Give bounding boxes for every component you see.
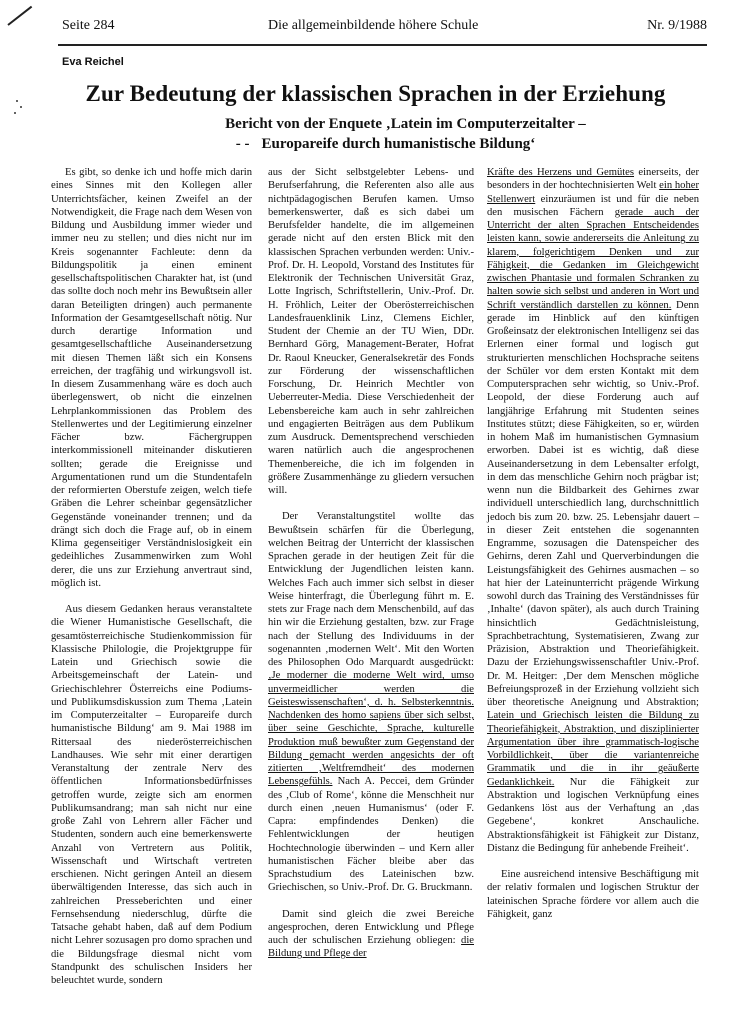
paragraph: aus der Sicht selbstgelebter Lebens- und Berufserfahrung, die Referenten also alle aus nichtpädagogischen Berufen kamen. Umso bemerkenswerter, daß es sich dabei um Berufsfelder handelte, die im allgemeinen gerade nicht auf den ersten Blick mit den klassischen Sprachen verbunden werden: Univ.-Prof. Dr. H. Leopold, Vorstand des Institutes für Elektronik der Technischen Universität Graz, Lotte Ingrisch, Schriftstellerin, Univ.-Prof. Dr. H. Fröhlich, Leiter der Oberösterreichischen Landesfrauenklinik Linz, Clemens Eichler, Student der Chemie an der TU Wien, DDr. Bernhard Görg, Management-Berater, Hofrat Dr. Raoul Kneucker, Generalsekretär des Fonds zur Förderung der wissenschaftlichen Forschung, Dr. Heinrich Mechtler von Ueberreuter-Media. Diese Verschiedenheit der Lebensbereiche kam auch in sehr zahlreichen und engagierten Beiträgen aus dem Publikum zum Ausdruck. Dementsprechend verschieden waren natürlich auch die angesprochenen Themenbereiche, die ich im folgenden in größere Zusammenhänge zu gliedern versuchen will.	[268, 167, 474, 496]
paragraph: Eine ausreichend intensive Beschäftigung mit der relativ formalen und logischen Struktur der lateinischen Sprache fördere vor allem auch die Fähigkeit, ganz	[487, 869, 699, 920]
text-run: einzuräumen ist und für die neben den musischen Fächern	[487, 193, 699, 218]
page-number: Seite 284	[62, 18, 115, 33]
underlined-quote: Latein und Griechisch leisten die Bildung zu Theoriefähigkeit, Abstraktion, und disziplinierter Argumentation über ihre grammatisch-logische Vorbildlichkeit, über die variantenreiche Grammatik und die in ihr geäußerte Gedanklichkeit.	[487, 710, 699, 788]
paragraph: Es gibt, so denke ich und hoffe mich darin eines Sinnes mit den Kollegen aller Unterrichtsfächer, keinen Zweifel an der Notwendigkeit, die Frage nach dem Wesen von Bildung und Ausbildung immer wieder und immer neu zu stellen; und dies nicht nur im Kreis sogenannter Fachleute: denn da Bildungspolitik ja einen eminent gesellschaftspolitischen Charakter hat, ist (und das sollte doch noch mehr ins Bewußtsein aller daran Beteiligten dringen) auch permanente Information der Gesamtgesellschaft nötig. Nur durch derartige Information und gesamtgesellschaftliche Auseinandersetzung mit diesen Themen läßt sich ein Konsens erreichen, der tragfähig und wirkungsvoll ist. In diesem Zusammenhang wäre es doch auch überlegenswert, ob nicht die einzelnen Lehrplankommissionen das Problem des Stellenwertes und der Legitimierung einzelner Fächer bzw. Fächergruppen interkommissionell miteinander diskutieren sollten; gerade die Ereignisse und Argumentationen rund um die Stundentafeln der reformierten Oberstufe zeigen, welch tiefe Gräben die Lehrer scheinbar gegensätzlicher Gegenstände voneinander trennen; und da drängt sich doch die Frage auf, ob in einem Klima gegenseitiger Verständnislosigkeit ein gedeihliches Zusammenwirken zum Wohl derer, die uns zur Erziehung anvertraut sind, möglich ist.	[51, 167, 252, 589]
paragraph	[268, 908, 474, 961]
underlined-text: ein hoher Stellenwert	[487, 180, 699, 205]
text-run: Nur die Fähigkeit zur Abstraktion und logischen Verknüpfung eines Gedankens löst aus der Verhaftung an ‚das Gegebene‘, konkret Anschauliche. Abstraktionsfähigkeit ist Fähigkeit zur Distanz, Distanz die Bedingung für anhebende Freiheit‘.	[487, 776, 699, 854]
column-3	[487, 166, 699, 921]
subtitle-dashes: - -	[235, 136, 250, 152]
subtitle-text: Europareife durch humanistische Bildung‘	[261, 136, 536, 152]
paragraph	[268, 510, 474, 894]
text-run: Der Veranstaltungstitel wollte das Bewußtsein schärfen für die Überlegung, welchen Beitrag der Unterricht der klassischen Sprachen gerade in der heutigen Zeit für die Entwicklung der Jugendlichen leisten kann. Welches Fach auch immer sich selbst in dieser Weise hinterfragt, die Überlegung führt m. E. stets zur Frage nach dem Menschenbild, auf das hin wir die Erziehung gestalten, bzw. zur Frage nach der Stellung des Individuums in der sogenannten ‚modernen Welt‘. Mit den Worten des Philosophen Odo Marquardt ausgedrückt:	[268, 511, 474, 668]
issue-number: Nr. 9/1988	[647, 18, 707, 33]
author-name: Eva Reichel	[62, 56, 124, 68]
text-run: Damit sind gleich die zwei Bereiche angesprochen, deren Entwicklung und Pflege auch der schulischen Erziehung obliegen:	[268, 908, 474, 946]
paragraph	[487, 166, 699, 855]
underlined-quote: ‚Je moderner die moderne Welt wird, umso unvermeidlicher werden die Geisteswissenschaften‘, d. h. Selbsterkenntnis. Nachdenken des homo sapiens über sich selbst, über seine Geschichte, Sprache, kulturelle Produktion muß bewußter zum Gegenstand der Bildung gemacht werden angesichts der oft zitierten ‚Weltfremdheit‘ des modernen Lebensgefühls.	[268, 670, 474, 788]
scan-speck	[16, 100, 18, 102]
pen-mark	[7, 6, 32, 26]
scan-speck	[20, 106, 22, 108]
header-rule	[58, 44, 707, 46]
paragraph: Aus diesem Gedanken heraus veranstaltete die Wiener Humanistische Gesellschaft, die gesamtösterreichische Studienkommission für Klassische Philologie, die Projektgruppe für Latein und Griechisch sowie die Arbeitsgemeinschaft der Latein- und Griechischlehrer Österreichs eine Podiums- und Publikumsdiskussion zum Thema ‚Latein im Computerzeitalter – Europareife durch humanistische Bildung‘ am 9. Mai 1988 im Rittersaal des niederösterreichischen Landhauses. Wie sehr mit einer derartigen Veranstaltung der zentrale Nerv des öffentlichen Informationsbedürfnisses getroffen wurde, zeigte sich am enormen Publikumsandrang; man sah nicht nur eine große Zahl von Lehrern aller Fächer und Studenten, sondern auch eine bemerkenswerte Anzahl von Vertretern aus Politik, Wissenschaft und Wirtschaft vertreten erschienen. Nicht geringen Anteil an diesem überwältigenden Interesse, das sich auch in zahlreichen Presseberichten und einer Fernsehsendung niederschlug, dürfte die Tatsache gehabt haben, daß auf dem Podium nicht Lehrer sozusagen pro domo sprachen und die Bildungsfrage diesmal nicht vom Standpunkt des schulischen Insiders her beleuchtet wurde, sondern	[51, 604, 252, 986]
underlined-text: Kräfte des Herzens und Gemütes	[487, 167, 635, 178]
underlined-text: die Bildung und Pflege der	[268, 935, 474, 960]
journal-title: Die allgemeinbildende höhere Schule	[268, 18, 479, 33]
text-run: Nach A. Peccei, dem Gründer des ‚Club of Rome‘, könne die Menschheit nur durch einen ‚neuen Humanismus‘ (oder F. Capra: empfindendes Denken) die Fehlentwicklungen der heutigen Hochtechnologie überwinden – und Kern aller humanistischen Fächer bleibe aber das Sprachstudium des Lateinischen bzw. Griechischen, so Univ.-Prof. Dr. G. Bruckmann.	[268, 776, 474, 894]
article-subtitle-line1: Bericht von der Enquete ‚Latein im Computerzeitalter –	[225, 116, 586, 132]
scan-speck	[14, 112, 16, 114]
column-1	[51, 166, 252, 987]
column-2	[268, 166, 474, 961]
article-subtitle-line2	[0, 136, 751, 153]
underlined-text: gerade auch der Unterricht der alten Sprachen Entscheidendes leisten kann, sowie andererseits die Anleitung zu klarem, folgerichtigem Denken und zur Fähigkeit, die Gedanken im Gleichgewicht zwischen Phantasie und formalen Schranken zu halten sowie sich selbst und anderen in Wort und Schrift verständlich darstellen zu können.	[487, 206, 699, 311]
text-run: einerseits, der besonders in der hochtechnisierten Welt	[487, 167, 699, 192]
article-title: Zur Bedeutung der klassischen Sprachen in der Erziehung	[85, 81, 666, 106]
text-run: Denn gerade im Hinblick auf den künftigen Großeinsatz der elektronischen Intelligenz sei das Erlernen einer formal und logisch gut strukturierten menschlichen Hochsprache seitens der Schüler vor dem ersten Kontakt mit dem Computersprachen sehr wichtig, so Univ.-Prof. Leopold, der diese Forderung auch auf langjährige Erfahrung mit Studenten seines Institutes stützt; diese Fähigkeiten, so er, würden in hohem Maß im humanistischen Gymnasium erworben. Dabei ist es wichtig, daß diese Auseinandersetzung in dem Lebensalter erfolgt, in dem das menschliche Gehirn noch prägbar ist; wenn nun die Bildbarkeit des Gehirnes zwar individuell unterschiedlich lang, durchschnittlich jedoch bis zum 20. bzw. 25. Lebensjahr dauert – in dieser Zeit entstehen die sogenannten Engramme, sozusagen die Datenspeicher des Gehirns, deren Zahl und Querverbindungen die Leistungsfähigkeit des Gehirnes ausmachen – so hat hier der Lateinunterricht prägende Wirkung sowohl durch das Training des Verständnisses für ‚Inhalte‘ (davon später), als auch durch Training hinsichtlich Gedächtnisleistung, Sprachbetrachtung, Systematisieren, Zwang zur Präzision, Abstraktion und Theoriefähigkeit. Dazu der Erziehungswissenschaftler Univ.-Prof. Dr. M. Heitger: ‚Der dem Menschen mögliche Befreiungsprozeß in der Erziehung vollzieht sich über theoretische Aneignung und Abstraktion;	[487, 299, 699, 708]
